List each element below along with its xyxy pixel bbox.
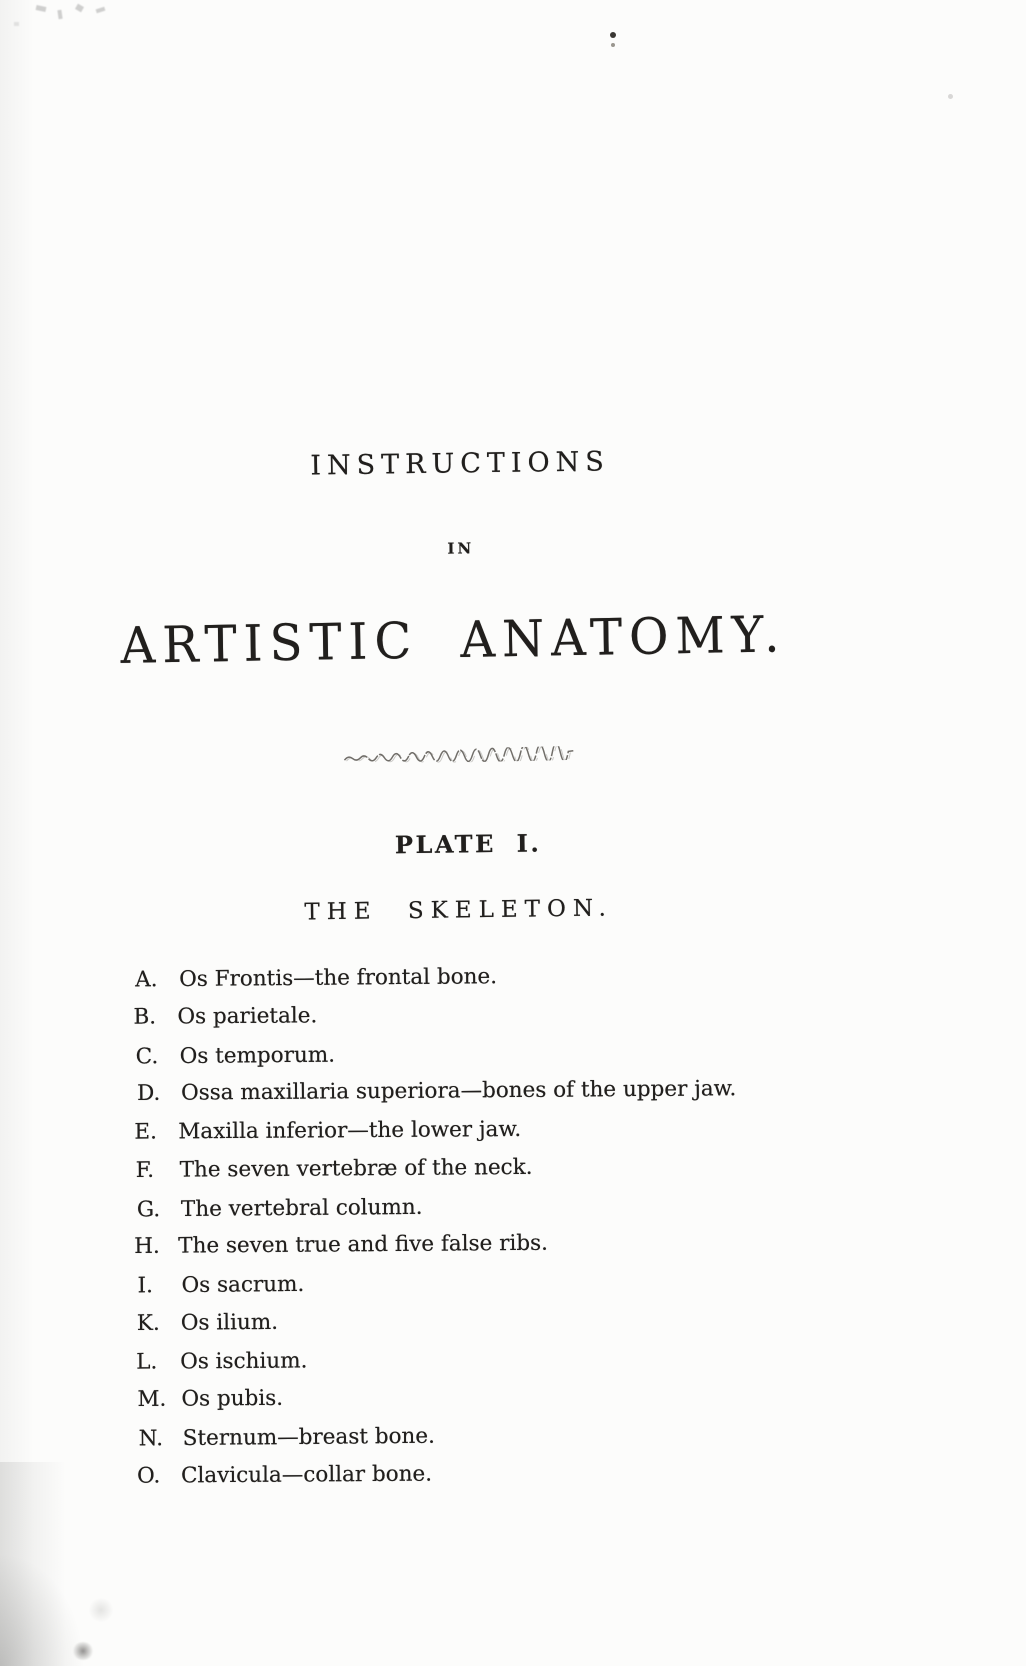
legend-key: A. (135, 966, 158, 993)
legend-text: The vertebral column. (180, 1193, 423, 1222)
legend-key: C. (135, 1043, 159, 1069)
legend-text: Os Frontis—the frontal bone. (179, 963, 498, 992)
book-title: ARTISTIC ANATOMY. (120, 605, 787, 676)
legend-row (135, 953, 915, 998)
legend-key: B. (133, 1004, 157, 1030)
section-heading: THE SKELETON. (304, 895, 613, 926)
legend-key: G. (136, 1196, 161, 1222)
legend-text: Sternum—breast bone. (182, 1423, 435, 1451)
legend-text: Os pubis. (181, 1386, 284, 1412)
legend-key: F. (135, 1157, 155, 1183)
legend-key: L. (136, 1348, 158, 1374)
legend-text: The seven true and five false ribs. (178, 1231, 549, 1260)
legend-key: I. (137, 1272, 153, 1298)
legend-list (134, 954, 918, 1496)
legend-text: Ossa maxillaria superiora—bones of the upper jaw. (180, 1076, 737, 1106)
legend-row (137, 1259, 917, 1304)
legend-text: Os sacrum. (181, 1271, 305, 1298)
legend-key: K. (136, 1310, 160, 1336)
legend-row (134, 1107, 914, 1151)
legend-key: M. (137, 1387, 167, 1413)
legend-text: The seven vertebræ of the neck. (179, 1154, 533, 1183)
legend-row (134, 1222, 914, 1266)
legend-row (137, 1451, 917, 1495)
squiggle-divider-icon (342, 746, 582, 766)
plate-heading: PLATE I. (394, 828, 542, 860)
legend-key: D. (136, 1081, 161, 1107)
legend-text: Clavicula—collar bone. (180, 1461, 433, 1489)
legend-row (139, 1412, 919, 1457)
legend-key: O. (136, 1463, 161, 1489)
series-title: INSTRUCTIONS (310, 446, 611, 482)
legend-row (136, 1030, 916, 1075)
legend-row (136, 1337, 916, 1381)
legend-row (135, 1145, 915, 1189)
legend-text: Os parietale. (177, 1003, 318, 1030)
legend-text: Os temporum. (179, 1041, 336, 1069)
legend-row (133, 992, 913, 1036)
legend-key: E. (134, 1119, 157, 1145)
legend-text: Maxilla inferior—the lower jaw. (178, 1116, 522, 1144)
legend-key: H. (134, 1234, 160, 1260)
legend-row (137, 1375, 917, 1419)
legend-text: Os ilium. (180, 1309, 279, 1336)
legend-key: N. (138, 1425, 164, 1451)
legend-row (137, 1069, 917, 1113)
series-connector: IN (447, 539, 475, 558)
legend-row (137, 1183, 917, 1228)
legend-row (137, 1298, 917, 1342)
legend-text: Os ischium. (180, 1347, 308, 1374)
